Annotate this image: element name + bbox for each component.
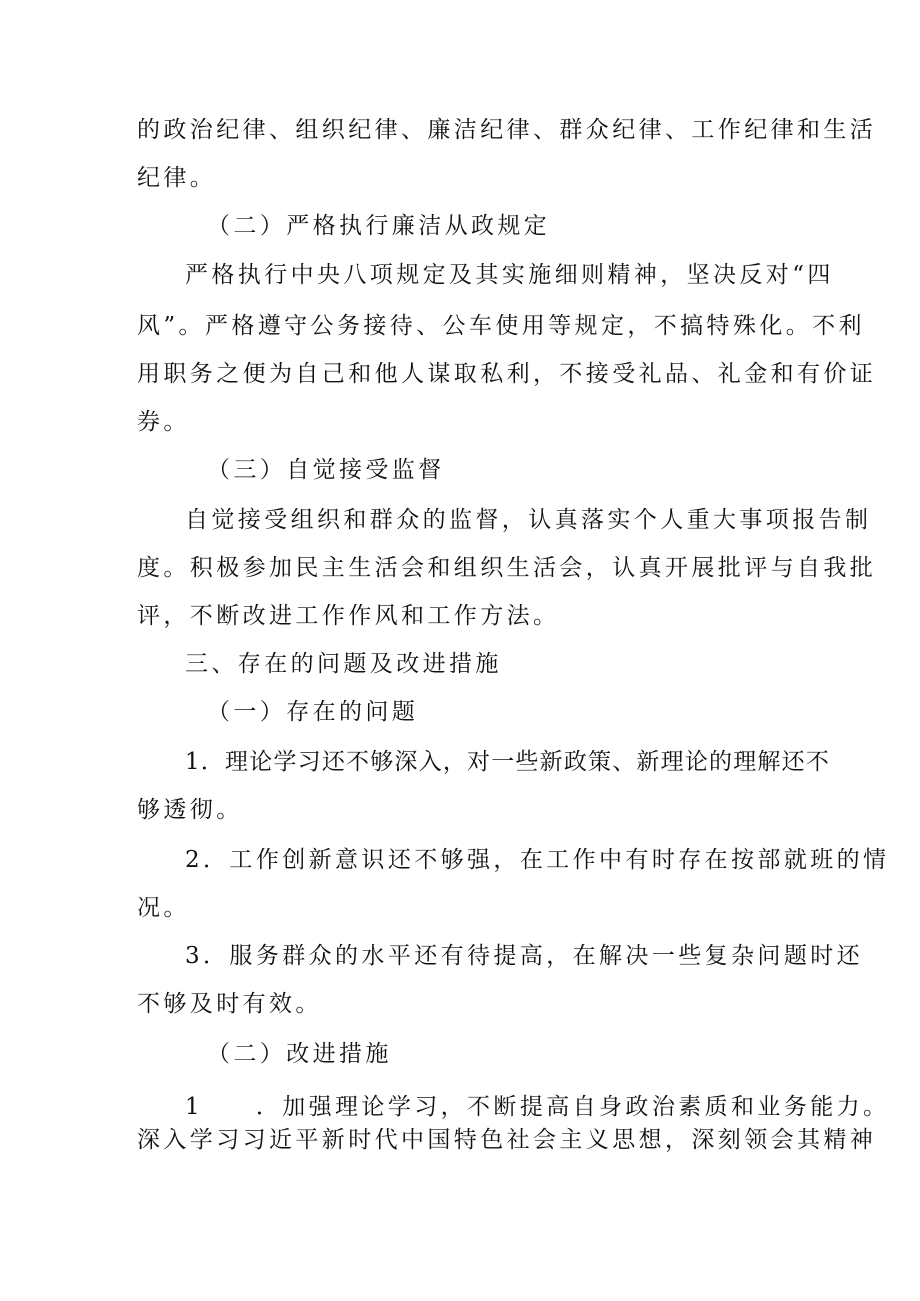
section-heading: （二）严格执行廉洁从政规定 xyxy=(207,213,551,239)
paragraph-line: 纪律。 xyxy=(137,165,217,191)
paragraph-line: 深入学习习近平新时代中国特色社会主义思想，深刻领会其精神 xyxy=(137,1127,877,1153)
list-item-line: 1 ．加强理论学习，不断提高自身政治素质和业务能力。 xyxy=(185,1094,890,1120)
list-item-line: 2．工作创新意识还不够强，在工作中有时存在按部就班的情 xyxy=(185,847,890,873)
paragraph-line: 的政治纪律、组织纪律、廉洁纪律、群众纪律、工作纪律和生活 xyxy=(137,117,877,143)
chapter-heading: 三、存在的问题及改进措施 xyxy=(185,651,502,677)
list-item-line: 3．服务群众的水平还有待提高，在解决一些复杂问题时还 xyxy=(185,943,864,969)
paragraph-line: 况。 xyxy=(137,895,190,921)
paragraph-line: 风”。严格遵守公务接待、公车使用等规定，不搞特殊化。不利 xyxy=(137,313,865,339)
paragraph-line: 评，不断改进工作作风和工作方法。 xyxy=(137,603,560,629)
section-heading: （三）自觉接受监督 xyxy=(207,457,445,483)
list-item-line: 1．理论学习还不够深入，对一些新政策、新理论的理解还不 xyxy=(185,749,831,775)
paragraph-line: 严格执行中央八项规定及其实施细则精神，坚决反对“四 xyxy=(185,262,834,288)
paragraph-line: 自觉接受组织和群众的监督，认真落实个人重大事项报告制 xyxy=(185,507,872,533)
paragraph-line: 够透彻。 xyxy=(137,797,243,823)
section-heading: （二）改进措施 xyxy=(207,1041,392,1067)
paragraph-line: 不够及时有效。 xyxy=(137,991,322,1017)
paragraph-line: 券。 xyxy=(137,409,190,435)
paragraph-line: 度。积极参加民主生活会和组织生活会，认真开展批评与自我批 xyxy=(137,555,877,581)
section-heading: （一）存在的问题 xyxy=(207,699,419,725)
paragraph-line: 用职务之便为自己和他人谋取私利，不接受礼品、礼金和有价证 xyxy=(137,361,877,387)
